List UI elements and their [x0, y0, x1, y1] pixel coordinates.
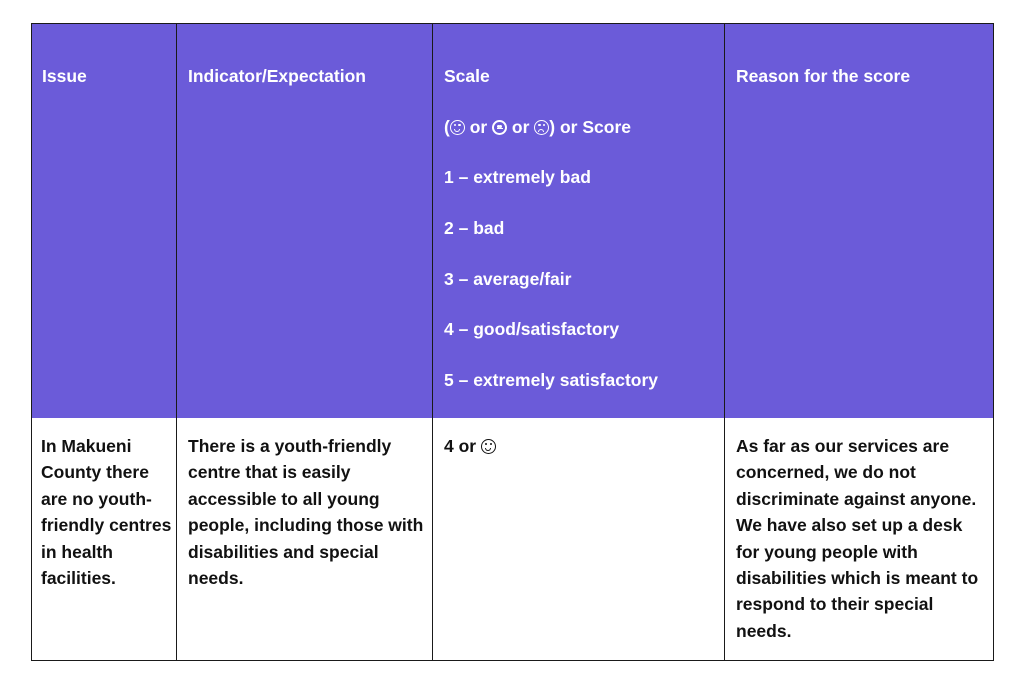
- scorecard-table: [31, 23, 994, 661]
- row-issue-cell: [41, 433, 174, 591]
- column-divider: [176, 23, 177, 661]
- header-indicator-cell: [188, 65, 428, 87]
- scale-level-1: 1 – extremely bad: [444, 167, 591, 188]
- scale-or-2: or: [507, 116, 535, 137]
- header-issue-cell: [42, 65, 172, 87]
- header-scale: Scale: [444, 66, 490, 86]
- row-reason-cell: [736, 433, 990, 644]
- neutral-face-icon: [492, 120, 507, 135]
- row-issue-text: In Makueni County there are no youth-friendly centres in health facilities.: [41, 436, 172, 589]
- header-reason: Reason for the score: [736, 66, 911, 86]
- row-indicator-text: There is a youth-friendly centre that is easily accessible to all young people, including those with disabilities and special needs.: [188, 436, 424, 589]
- header-indicator: Indicator/Expectation: [188, 66, 366, 86]
- scale-level-2: 2 – bad: [444, 218, 505, 239]
- header-scale-cell: [444, 65, 720, 420]
- scale-or-1: or: [464, 116, 493, 137]
- row-reason-text: As far as our services are concerned, we do not discriminate against anyone. We have also set up a desk for young people with disabilities which is meant to respond to their special needs.: [736, 436, 979, 641]
- row-score-text: 4 or: [444, 436, 481, 456]
- row-score-cell: [444, 433, 720, 459]
- column-divider: [432, 23, 433, 661]
- scale-level-4: 4 – good/satisfactory: [444, 319, 620, 340]
- smiley-face-icon: [450, 120, 465, 135]
- sad-face-icon: [534, 120, 549, 135]
- header-issue: Issue: [42, 66, 87, 86]
- scale-level-5: 5 – extremely satisfactory: [444, 370, 659, 391]
- row-score: [444, 433, 720, 459]
- row-divider: [31, 23, 994, 24]
- row-divider: [31, 660, 994, 661]
- column-divider: [31, 23, 32, 661]
- scale-faces-line: [444, 116, 720, 138]
- column-divider: [993, 23, 994, 661]
- header-reason-cell: [736, 65, 986, 87]
- row-indicator-cell: [188, 433, 428, 591]
- scale-level-3: 3 – average/fair: [444, 268, 572, 289]
- smiley-face-icon: [481, 439, 496, 454]
- column-divider: [724, 23, 725, 661]
- scale-faces-open: (: [444, 116, 450, 137]
- scale-faces-close: ) or Score: [549, 116, 631, 137]
